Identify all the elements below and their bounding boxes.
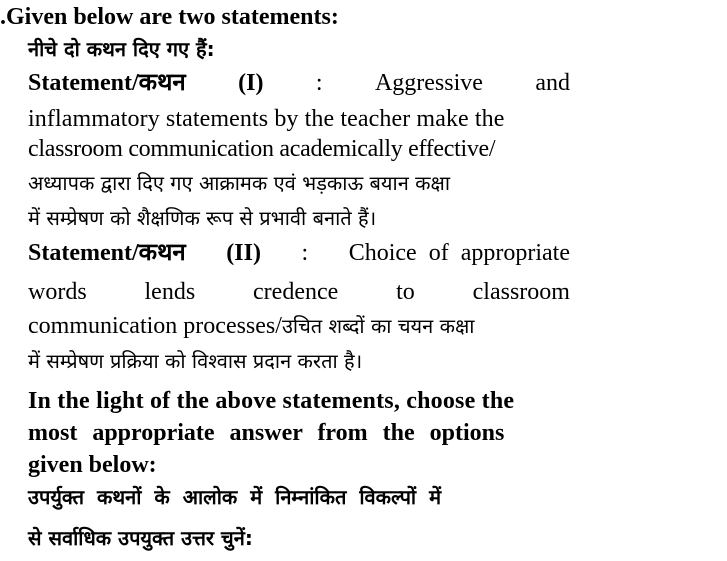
statement-1-number: (I)	[238, 70, 264, 96]
statement-2-line-3-english: communication processes/	[28, 313, 282, 339]
statement-2-colon: :	[301, 240, 309, 266]
question-heading-hindi: नीचे दो कथन दिए गए हैं:	[28, 37, 215, 61]
statement-2-word: words	[28, 279, 87, 305]
instruction-hindi-line-1: उपर्युक्त कथनों के आलोक में निम्नांकित विकल्पों में	[28, 485, 442, 509]
statement-2-word: to	[396, 279, 415, 305]
question-heading: .Given below are two statements:	[0, 4, 339, 30]
statement-1-label: Statement/कथन	[28, 70, 186, 96]
statement-1-line-2: inflammatory statements by the teacher make the	[28, 106, 505, 132]
instruction-line-3: given below:	[28, 452, 157, 478]
statement-2-header	[28, 238, 570, 268]
instruction-line-2: most appropriate answer from the options	[28, 420, 505, 446]
statement-2-number: (II)	[226, 240, 261, 266]
statement-1-word-and: and	[535, 70, 570, 96]
instruction-line-1: In the light of the above statements, choose the	[28, 388, 515, 414]
statement-2-line-1-rest: Choice of appropriate	[348, 240, 570, 266]
instruction-hindi-line-2: से सर्वाधिक उपयुक्त उत्तर चुनें:	[28, 526, 253, 550]
statement-1-line-5-hindi: में सम्प्रेषण को शैक्षणिक रूप से प्रभावी बनाते हैं।	[28, 206, 377, 230]
statement-2-line-2	[28, 277, 570, 307]
statement-1-header	[28, 68, 570, 98]
statement-2-word: credence	[253, 279, 339, 305]
statement-2-line-4-hindi: में सम्प्रेषण प्रक्रिया को विश्वास प्रदान करता है।	[28, 349, 363, 373]
statement-1-colon: :	[315, 70, 323, 96]
statement-1-line-4-hindi: अध्यापक द्वारा दिए गए आक्रामक एवं भड़काऊ बयान कक्षा	[28, 171, 451, 195]
statement-2-line-3-hindi: उचित शब्दों का चयन कक्षा	[281, 314, 475, 338]
statement-2-line-3	[28, 311, 475, 341]
statement-2-label: Statement/कथन	[28, 240, 186, 266]
statement-2-word: classroom	[472, 279, 570, 305]
statement-2-word: lends	[144, 279, 196, 305]
statement-1-line-3: classroom communication academically effective/	[28, 136, 496, 162]
statement-1-word-aggressive: Aggressive	[374, 70, 483, 96]
